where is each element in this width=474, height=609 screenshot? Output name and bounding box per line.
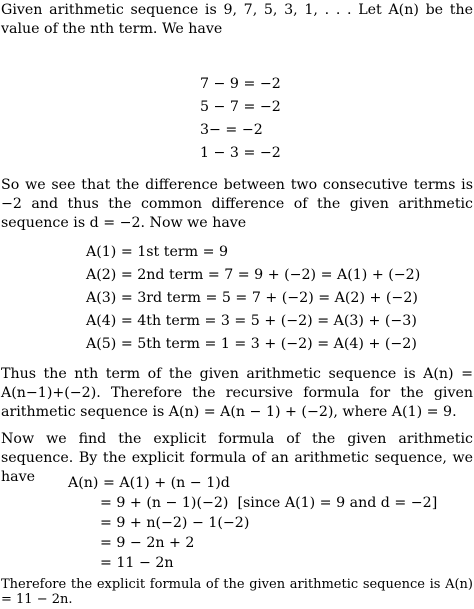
term-line-5: A(5) = 5th term = 1 = 3 + (−2) = A(4) + (−2) <box>86 336 417 352</box>
term-line-3: A(3) = 3rd term = 5 = 7 + (−2) = A(2) + (−2) <box>86 290 418 306</box>
intro-paragraph: Given arithmetic sequence is 9, 7, 5, 3, 1, . . . Let A(n) be the value of the nth term. We have <box>1 2 473 37</box>
difference-line-2: 5 − 7 = −2 <box>200 99 281 115</box>
explicit-step-2: = 9 + n(−2) − 1(−2) <box>100 515 250 531</box>
explicit-step-3: = 9 − 2n + 2 <box>100 535 195 551</box>
explicit-step-1: = 9 + (n − 1)(−2) [since A(1) = 9 and d = −2] <box>100 495 438 511</box>
term-line-2: A(2) = 2nd term = 7 = 9 + (−2) = A(1) + (−2) <box>86 267 421 283</box>
term-line-1: A(1) = 1st term = 9 <box>86 244 229 260</box>
explicit-formula-line: A(n) = A(1) + (n − 1)d <box>68 475 230 491</box>
conclusion-paragraph: Therefore the explicit formula of the given arithmetic sequence is A(n) = 11 − 2n. <box>1 577 473 607</box>
explicit-intro-paragraph: Now we find the explicit formula of the given arithmetic sequence. By the explicit formula of an arithmetic sequence, we have <box>1 431 473 485</box>
recursive-formula-paragraph: Thus the nth term of the given arithmetic sequence is A(n) = A(n−1)+(−2). Therefore the recursive formula for the given arithmetic sequence is A(n) = A(n − 1) + (−2), where A(1) = 9. <box>1 366 473 420</box>
difference-line-3: 3− = −2 <box>200 122 263 138</box>
difference-line-1: 7 − 9 = −2 <box>200 76 281 92</box>
common-difference-paragraph: So we see that the difference between two consecutive terms is −2 and thus the common difference of the given arithmetic sequence is d = −2. Now we have <box>1 177 473 231</box>
difference-line-4: 1 − 3 = −2 <box>200 145 281 161</box>
explicit-step-4: = 11 − 2n <box>100 555 174 571</box>
term-line-4: A(4) = 4th term = 3 = 5 + (−2) = A(3) + (−3) <box>86 313 417 329</box>
